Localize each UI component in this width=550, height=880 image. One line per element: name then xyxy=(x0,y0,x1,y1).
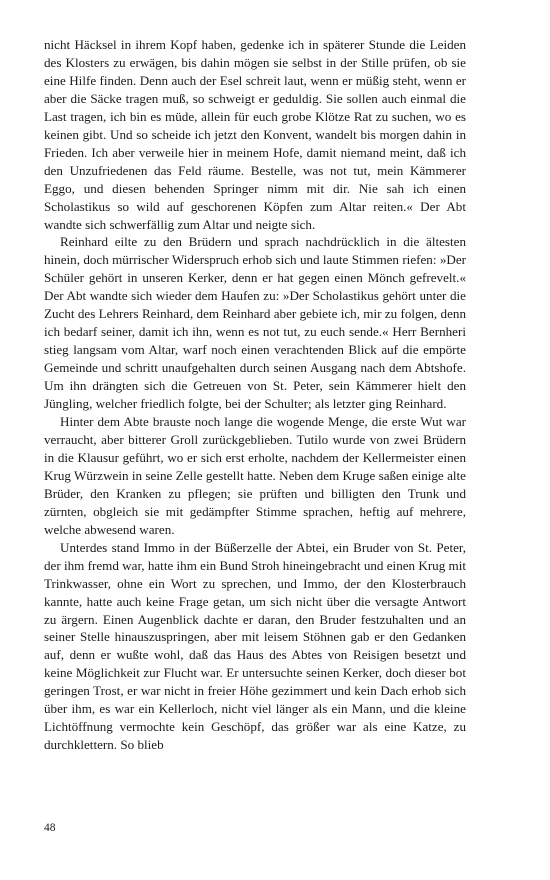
paragraph-4: Unterdes stand Immo in der Büßerzelle der Abtei, ein Bruder von St. Peter, der ihm fremd war, hatte ihm ein Bund Stroh hineingebracht und einen Krug mit Trinkwasser, ohne ein Wort zu sprechen, und Immo, der den Klosterbrauch kannte, hatte auch keine Frage getan, um sich nicht über die versagte Antwort zu ärgern. Einen Augenblick dachte er daran, den Bruder festzuhalten und an seiner Stelle hinauszuspringen, aber mit leisem Stöhnen gab er den Gedanken auf, denn er wußte wohl, daß das Haus des Abtes von Reisigen besetzt und keine Möglichkeit zur Flucht war. Er untersuchte seinen Kerker, doch dieser bot geringen Trost, er war nicht in freier Höhe gezimmert und kein Dach erhob sich über ihm, es war ein Kellerloch, nicht viel länger als ein Mann, und die kleine Lichtöffnung vermochte kein Geschöpf, das größer war als eine Katze, zu durchklettern. So blieb xyxy=(44,539,467,753)
page-text xyxy=(44,36,466,754)
paragraph-2: Reinhard eilte zu den Brüdern und sprach nachdrücklich in die ältesten hinein, doch mürrischer Widerspruch erhob sich und laute Stimmen riefen: »Der Schüler gehört in unseren Kerker, denn er hat gegen einen Mönch gefrevelt.« Der Abt wandte sich wieder dem Haufen zu: »Der Scholastikus gehört unter die Zucht des Lehrers Reinhard, dem Reinhard aber gebiete ich, mir zu folgen, denn ich bedarf seiner, damit ich ihn, wenn es not tut, zu euch sende.« Herr Bernheri stieg langsam vom Altar, warf noch einen verachtenden Blick auf die empörte Gemeinde und schritt unaufgehalten durch seinen Ausgang nach dem Abtshofe. Um ihn drängten sich die Getreuen von St. Peter, sein Kämmerer hielt den Jüngling, welcher friedlich folgte, bei der Schulter; als letzter ging Reinhard. xyxy=(44,234,466,412)
paragraph-1: nicht Häcksel in ihrem Kopf haben, gedenke ich in späterer Stunde die Leiden des Klosters zu erwägen, bis dahin mögen sie selbst in der Stille prüfen, ob sie eine Hilfe finden. Denn auch der Esel schreit laut, wenn er müßig steht, wenn er aber die Säcke tragen muß, so schweigt er geduldig. Sie sollen auch einmal die Last tragen, ich bin es müde, allein für euch grobe Klötze Rat zu suchen, wo es keinen gibt. Und so scheide ich jetzt den Konvent, wandelt bis morgen dahin in Frieden. Ich aber verweile hier in meinem Hofe, damit niemand meint, daß ich den Unzufriedenen das Feld räume. Bestelle, was not tut, mein Kämmerer Eggo, und diesen behenden Springer nimm mit dir. Nie sah ich einen Scholastikus so wild auf geschorenen Köpfen zum Altar reiten.« Der Abt wandte sich schwerfällig zum Altar und neigte sich. xyxy=(44,37,466,232)
page-number: 48 xyxy=(44,822,56,834)
paragraph-3: Hinter dem Abte brauste noch lange die wogende Menge, die erste Wut war verraucht, aber bitterer Groll zurückgeblieben. Tutilo wurde von zwei Brüdern in die Klausur geführt, wo er sich erst erholte, nachdem der Kellermeister einen Krug Würzwein in seine Zelle gestellt hatte. Neben dem Kruge saßen einige alte Brüder, den Kranken zu pflegen; sie prüften und billigten den Trunk und zürnten, obgleich sie mit gedämpfter Stimme sprachen, heftig auf mehrere, welche abwesend waren. xyxy=(44,414,466,537)
